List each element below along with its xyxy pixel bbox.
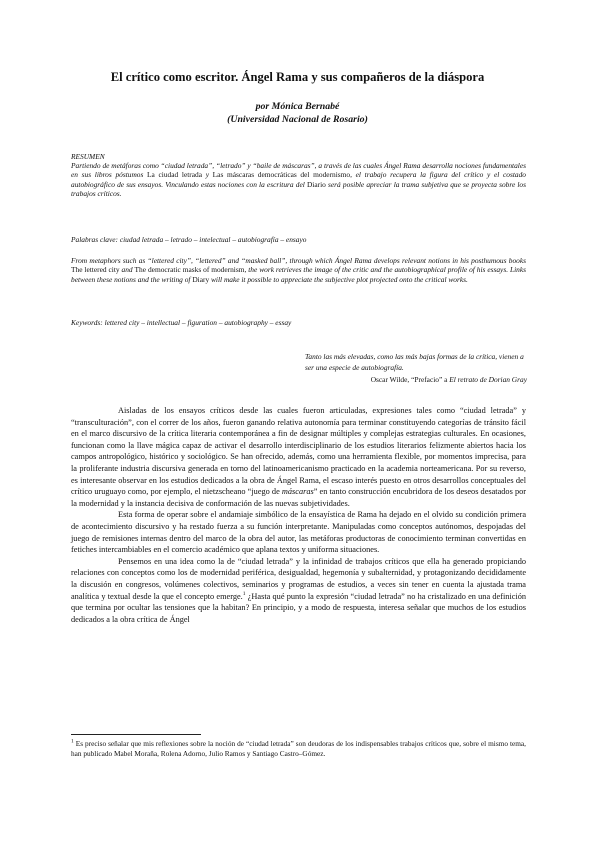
abstract-spanish: [71, 161, 526, 198]
author-block: [60, 100, 535, 126]
abstract-en-book-2: The democratic masks of modernism: [134, 265, 245, 275]
body-p3-text: Pensemos en una idea como la de “ciudad letrada” y la infinidad de trabajos críticos que ella ha generado propiciando relaciones con conceptos como los de modernidad periférica, desigualdad, hegemonía y subalternidad, y protagonizando decididamente la discusión en congresos, volúmenes colectivos, seminarios y programas de estudios, a veces sin tener en cuenta la ajustada trama analítica y textual desde la que el concepto emerge.: [71, 556, 526, 601]
abstract-es-text-b: y: [202, 170, 213, 180]
epigraph-source-author: Oscar Wilde, “Prefacio” a: [370, 375, 450, 384]
article-body: [71, 405, 526, 625]
abstract-en-text-b: and: [119, 265, 135, 275]
abstract-en-book-1: The lettered city: [71, 265, 120, 275]
epigraph-source-book: El retrato de Dorian Gray: [449, 375, 527, 384]
abstract-en-text-c: , the work retrieves the image of the critic and the autobiographical profile of his essays. Links between these notions and the writing of: [71, 265, 526, 284]
footnote-mark: 1: [71, 738, 74, 745]
epigraph: [305, 351, 527, 385]
body-p1-end: ” en tanto construcción encubridora de los deseos desatados por la modernidad y la instancia decisiva de conformación de las nuevas subjetividades.: [71, 487, 527, 508]
body-paragraph-2: Esta forma de operar sobre el andamiaje simbólico de la ensayística de Rama ha dejado en el olvido su condición primera de acontecimiento discursivo y ha restado fuerza a su función interpretante. Manipuladas como conceptos autónomos, despojadas del juego de remisiones internas dentro del marco de la obra del autor, las metáforas productoras de conocimiento terminan convertidas en fetiches intercambiables en el comercio académico que aplana textos y uniforma situaciones.: [71, 510, 526, 555]
footnote-text: Es preciso señalar que mis reflexiones sobre la noción de “ciudad letrada” son deudoras de los indispensables trabajos críticos que, sobre el mismo tema, han publicado Mabel Moraña, Rolena Adorno, Julio Ramos y Santiago Castro–Gómez.: [71, 739, 526, 758]
abstract-es-book-1: La ciudad letrada: [147, 170, 203, 180]
epigraph-quote: Tanto las más elevadas, como las más bajas formas de la crítica, vienen a ser una especie de autobiografía.: [305, 352, 524, 372]
abstract-es-text-c: , el trabajo recupera la figura del crítico y el costado autobiográfico de sus ensayos. Vinculando estas nociones con la escritura del: [71, 170, 527, 189]
abstract-heading: RESUMEN: [71, 152, 105, 161]
abstract-es-book-3: Diario: [306, 179, 326, 189]
abstract-en-book-3: Diary: [192, 274, 210, 284]
author-affiliation: (Universidad Nacional de Rosario): [227, 114, 368, 125]
keywords-spanish: Palabras clave: ciudad letrada – letrado – intelectual – autobiografía – ensayo: [71, 235, 307, 244]
footnote-divider: [71, 734, 201, 735]
body-p1-text: Aisladas de los ensayos críticos desde las cuales fueron articuladas, expresiones tales como “ciudad letrada” y “transculturación”, con el correr de los años, fueron ganando relativa autonomía para terminar constituyendo categorías de tránsito fácil en el marco discursivo de la crítica literaria contemporánea a fin de designar múltiples y complejas estrategias culturales. En ocasiones, funcionan como la llave mágica capaz de activar el desarrollo interdisciplinario de los estudios literarios felizmente abiertos hacia los campos antropológico, histórico y sociológico. Se han ofrecido, además, como una herramienta flexible, por momentos imprecisa, para la proliferante industria discursiva generada en torno del latinoamericanismo practicado en la academia norteamericana. Por su reverso, es interesante observar en los estudios dedicados a la obra de Ángel Rama, el escaso interés puesto en otros desarrollos conceptuales del crítico uruguayo como, por ejemplo, el nietzscheano “juego de: [71, 406, 526, 497]
abstract-english: [71, 256, 526, 284]
abstract-es-book-2: Las máscaras democráticas del modernismo: [212, 170, 351, 180]
article-title: El crítico como escritor. Ángel Rama y sus compañeros de la diáspora: [110, 70, 485, 84]
body-paragraph-1: [71, 405, 526, 509]
body-p3-end: ¿Hasta qué punto la expresión “ciudad letrada” no ha cristalizado en una definición que termina por ocultar las tensiones que la habitan? En principio, y a modo de respuesta, interesa señalar que muchos de los estudios dedicados a la obra crítica de Ángel: [71, 591, 526, 624]
keywords-english: Keywords: lettered city – intellectual – figuration – autobiography – essay: [71, 318, 292, 327]
body-paragraph-3: [71, 556, 526, 626]
abstract-es-text-a: Partiendo de metáforas como “ciudad letrada”, “letrado” y “baile de máscaras”, a través de las cuales Ángel Rama desarrolla nociones fundamentales en sus libros póstumos: [71, 161, 526, 180]
abstract-en-text-a: From metaphors such as “lettered city”, “lettered” and “masked ball”, through which Ángel Rama develops relevant notions in his posthumous books: [71, 256, 526, 265]
epigraph-source: [305, 374, 527, 385]
footnote-reference[interactable]: 1: [242, 590, 246, 597]
body-p1-italic: máscaras: [281, 487, 314, 497]
footnote: [71, 739, 526, 758]
author-name: por Mónica Bernabé: [255, 101, 340, 112]
abstract-en-text-d: will make it possible to appreciate the subjective plot projected onto the critical works.: [209, 274, 468, 284]
abstract-es-text-d: será posible apreciar la trama subjetiva que se proyecta sobre los trabajos críticos.: [71, 179, 526, 198]
